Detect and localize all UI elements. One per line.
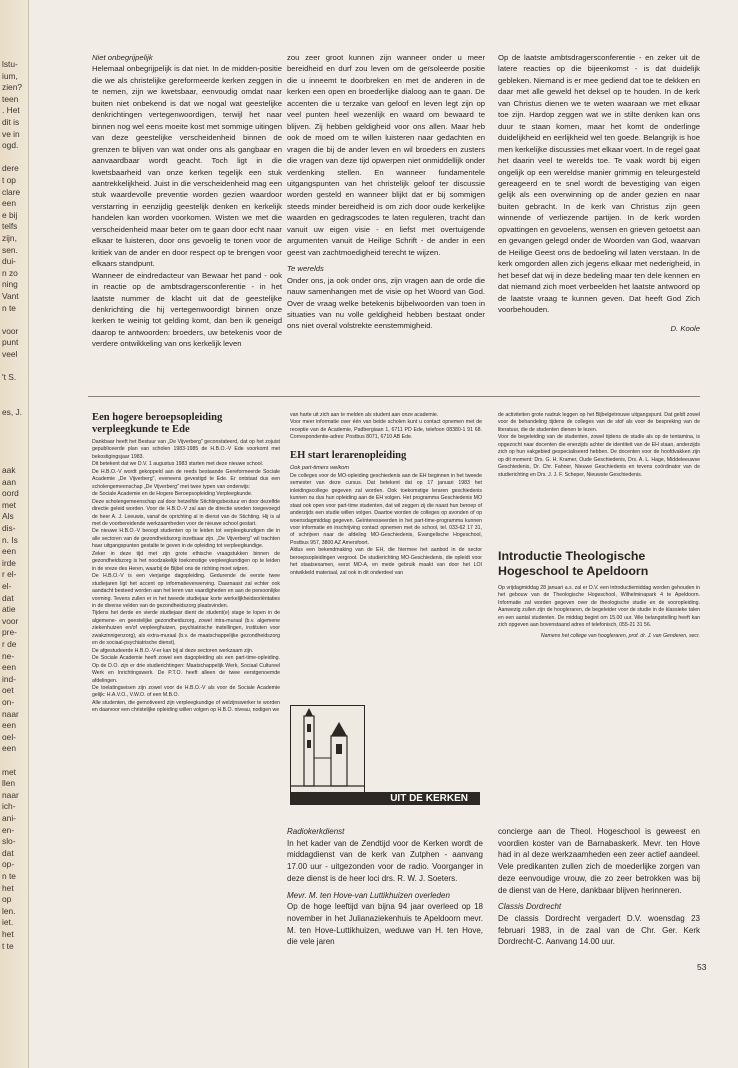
beroeps-article [92,412,280,715]
margin-fragment: 't S. [2,372,17,383]
margin-fragment: naar [2,708,19,719]
margin-fragment: op- [2,859,15,870]
koole-column-3 [498,52,700,335]
koole-column-1 [92,52,282,350]
margin-fragment: aan [2,476,16,487]
article-body: De colleges voor de MO-opleiding geschiedenis aan de EH beginnen in het tweede semester van deze cursus. Dat betekent dat op 17 januari 1983 het inleidingscollege gegeven zal worden. Ook toekomstige leraren geschiedenis kunnen nu dus hun opleiding aan de EH volgen. Het programma Geschiedenis MO staat ook open voor part-time studenten, dat wil zeggen zij die naast hun beroep of anderzijds een studie willen volgen. Daartoe worden de colleges op avonden of op woensdagmiddag gegeven. Geïnteresseerden in het part-time-programma kunnen voor informatie en inschrijving contact opnemen met de school, tel. 033-62 17 31, of schrijven naar de afdeling MO-Geschiedenis, Evangelische Hogeschool, Postbus 957, 3800 AZ Amersfoort. Aldus een bekendmaking van de EH, die hiermee het aanbod in de sector beroepsopleidingen vergroot. De studierichting MO-Geschiedenis, die opleidt voor het staatsexamen, eerst MO-A, en mede gebruik maakt van door het LOI ontwikkeld materiaal, zal ook in dit onderdeel van [290,472,482,576]
margin-fragment: het [2,929,14,939]
margin-fragment: atie [2,604,16,615]
article-body: Op vrijdagmiddag 28 januari a.s. zal er D.V. een introductiemiddag worden gehouden in het gebouw van de Theologische Hogeschool, Wilhelminapark 4 te Apeldoorn. Informatie zal worden gegeven over de theologische studie en de vooropleiding. Aanwezig zullen zijn de hoogleraren, de begeleider voor de studie in de klassieke talen en een aantal studenten. De middag begint om 15.00 uur. Wie belangstelling heeft kan zich opgeven aan bovenstaand adres of telefonisch, 055-21 31 56. [498,585,700,629]
margin-fragment: dere [2,163,19,174]
margin-fragment: len. [2,905,16,916]
margin-fragment: aak [2,465,16,475]
section-heading: Radiokerkdienst [287,827,345,836]
margin-fragment: veel [2,349,18,359]
body-text: In het kader van de Zendtijd voor de Kerken wordt de middagdienst van de kerk van Zutphen - aanvang 17.00 uur - uitgezonden voor de radio. Voorganger in deze dienst is de heer loci drs. R. W. J. Soeters. [287,838,483,883]
article-body: Dankbaar heeft het Bestuur van „De Vijverberg" geconstateerd, dat op het zojuist gepubliceerde plan van scholen 1983-1985 de H.B.O.-V Ede voorkomt met bekostigingsjaar 1983. Dit betekent dat we D.V. 1 augustus 1983 starten met deze nieuwe school. De H.B.O.-V wordt gekoppeld aan de reeds bestaande Gereformeerde Sociale Academie „De Vijverberg", eveneens gevestigd te Ede. Er ontstaat dus een scholengemeenschap „De Vijverberg" met twee typen van onderwijs: de Sociale Academie en de Hogere Beroepsopleiding Verpleegkunde. Deze scholengemeenschap zal door hetzelfde Stichtingsbestuur en door dezelfde directie geleid worden. Voor de H.B.O.-V zal aan de directie worden toegevoegd de heer A. J. Leeuwis, vanaf de oprichting al in dienst van de Stichting. Hij is al met de voorbereidende werkzaamheden voor de nieuwe school gestart. De nieuwe H.B.O.-V beoogt studenten op te leiden tot verpleegkundigen die in alle sectoren van de gezondheidszorg inzetbaar zijn. „De Vijverberg" wil trachten haar uitgangspunten gestalte te geven in de opleiding tot verpleegkundige. Zeker in deze tijd met zijn grote ethische vraagstukken binnen de gezondheidszorg is het noodzakelijk toekomstige verpleegkundigen op te leiden in de vreze des Heren, waarbij de Bijbel ons de richting moet wijzen. De H.B.O.-V is een vierjarige dagopleiding. Gedurende de eerste twee studiejaren ligt het accent op informatieverwerving. Daarnaast zal echter ook aandacht besteed worden aan het leren van vaardigheden en aan de persoonlijke vorming. Tevens zullen er in het tweede studiejaar korte werkelijkheidsoriëntaties in de diverse velden van de gezondheidszorg plaatsvinden. Tijdens het derde en vierde studiejaar dient de student(e) stage te lopen in de algemene- en geestelijke gezondheidszorg, zowel intra-muraal (b.v. algemene ziekenhuizen en/of verpleeghuizen, psychiatrische instellingen, instituten voor zwakzinnigenzorg), als extra-muraal (b.v. de maatschappelijke gezondheidszorg en de sociaal-psychiatrische dienst). De afgestudeerde H.B.O.-V-er kan bij al deze sectoren werkzaam zijn. De Sociale Academie heeft zowel een dagopleiding als een part-time-opleiding. Op de D.O. zijn er drie studierichtingen: Maatschappelijk Werk, Sociaal Cultureel Werk en Inrichtingswerk. De P.T.O. heeft alleen de twee eerstgenoemde afdelingen. De toelatingseisen zijn zowel voor de H.B.O.-V als voor de Sociale Academie gelijk: H.A.V.O., V.W.O. of een M.B.O. Alle studenten, die gemotiveerd zijn verpleegkundige of welzijnswerker te worden en daarvoor een christelijke opleiding willen volgen op H.B.O. niveau, nodigen we [92,439,280,714]
article-subtitle: Ook part-timers welkom [290,464,350,471]
margin-fragment: r de [2,639,17,649]
margin-fragment: oel- [2,731,16,742]
body-text: Op de hoge leeftijd van bijna 94 jaar overleed op 18 november in het Julianaziekenhuis te Apeldoorn mevr. M. ten Hove-Luttikhuizen, weduwe van H. ten Hove, die vele jaren [287,902,483,947]
margin-fragment: met [2,766,16,777]
introductie-article [498,549,700,640]
article-body: van harte uit zich aan te melden als student aan onze academie. Voor meer informatie over één van beide scholen kunt u contact opnemen met de receptie van de Academie, Padbergiaan 1, 6711 PD Ede, telefoon 08380-1 91 68. Correspondentie-adres: Postbus 8071, 6710 AB Ede. [290,412,482,441]
margin-fragment: dui- [2,256,16,267]
margin-fragment: een [2,662,16,673]
margin-fragment: met [2,499,16,510]
margin-fragment: dis- [2,523,16,533]
body-text: Helemaal onbegrijpelijk is dat niet. In de midden-positie die we als christelijke gereformeerde kerken zeggen in te nemen, zijn we kwetsbaar, eenvoudig omdat naar buiten niet onbekend is dat we nogal wat geestelijke denkrichtingen vertegenwoordigen, terwijl het naar binnen nog wel eens moeite kost met sommige uitingen van deze geestelijke verscheidenheid binnen de grenzen te blijven van wat onder ons als gangbaar en aanvaardbaar wordt geacht. Toch ligt in die kwetsbaarheid van onze kerken tegelijk een stuk aantrekkelijkheid. Juist in die verscheidenheid mag een stuk waardevolle preventie worden gezien waardoor verstarring in eenzijdig geestelijk denken en kerkelijk handelen kan worden voorkomen. Wisten we met die verscheidenheid maar beter om te gaan door echt naar elkaar te luisteren, door ons gevoelig te tonen voor de kritiek van de ander en door respect op te brengen voor elkaars standpunt. [92,64,282,269]
margin-fragment: het [2,882,14,893]
divider [88,396,700,397]
page-number: 53 [697,962,707,972]
section-heading: Niet onbegrijpelijk [92,53,153,62]
margin-fragment: punt [2,337,19,348]
margin-fragment: r el- [2,569,17,580]
margin-fragment: oord [2,488,19,499]
margin-fragment: iet. [2,917,14,928]
margin-fragment: n. Is [2,534,18,545]
article-signature: Namens het college van hoogleraren, prof. dr. J. van Genderen, secr. [540,632,700,639]
margin-fragment: een [2,720,16,731]
author-signature: D. Koole [670,324,700,334]
margin-fragment: een [2,743,16,754]
middle-column [290,412,482,577]
margin-fragment: op [2,894,12,905]
margin-fragment: voor [2,325,19,336]
margin-fragment: voor [2,615,19,626]
margin-fragment: ve in [2,128,20,139]
margin-fragment: n te [2,302,16,313]
margin-fragment: lstu- [2,59,18,69]
body-text: concierge aan de Theol. Hogeschool is geweest en voordien koster van de Barnabaskerk. Mevr. ten Hove had in al deze werkzaamheden een zeer actief aandeel. Vele predikanten zullen zich de moederlijke zorgen van deze eenvoudige vrouw, die zo zeer betrokken was bij de dienst van de Here, dankbaar blijven herinneren. [498,827,700,895]
margin-fragment: t op [2,175,16,185]
margin-fragment: ium, [2,70,18,81]
margin-fragment: pre- [2,627,17,638]
margin-fragment: dat [2,847,14,858]
body-text: zou zeer groot kunnen zijn wanneer onder u meer bereidheid en durf zou leven om de geïsoleerde positie die u inneemt te doorbreken en met de anderen in de kerken een open en broederlijke dialoog aan te gaan. De accenten die u terzake van geloof en leven legt zijn op veel punten heel wezenlijk en waard om bewaard te blijven. Zij hebben geldigheid voor ons allen. Maar heb ook de moed om te willen luisteren naar gedachten en vragen die bij de ander leven en wil broeders en zusters die vragen van deze tijd opwerpen niet onmiddellijk onder verdenking stellen. En wanneer fundamentele uitgangspunten van het christelijk geloof ter discussie worden gesteld en wanneer blijkt dat er bij sommigen steeds minder bereidheid is om zich door oude kerkelijke waarden en gedragscodes te laten reguleren, tracht dan vanuit uw eigen visie - en liefst met overtuigende argumenten vanuit de Heilige Schrift - de ander in een geest van zachtmoedigheid terecht te wijzen. [287,53,485,257]
previous-page-edge [0,0,29,1068]
kerken-column-1 [287,826,483,948]
section-banner: UIT DE KERKEN [290,792,480,805]
margin-fragment: ogd. [2,140,19,151]
margin-fragment: el- [2,581,12,591]
margin-fragment: slo- [2,836,16,847]
section-heading: Classis Dordrecht [498,902,562,912]
margin-fragment: clare [2,186,21,197]
margin-fragment: en- [2,824,15,835]
margin-fragment: naar [2,789,19,800]
right-column [498,412,700,479]
margin-fragment: telfs [2,221,18,232]
article-title: Introductie Theologische Hogeschool te Apeldoorn [498,549,649,578]
body-text: Wanneer de eindredacteur van Bewaar het pand - ook in reactie op de ambtsdragersconferentie - in het laatste nummer de klacht uit dat de geestelijke denkrichting die hij vertegenwoordigt binnen onze kerken te weinig tot gelding komt, dan ben ik geneigd daarop te antwoorden: broeders, uw betekenis voor de verdere ontwikkeling van ons kerkelijk leven [92,270,282,349]
article-title: Een hogere beroepsopleiding verpleegkunde te Ede [92,412,223,435]
koole-column-2 [287,52,485,332]
margin-fragment: dat [2,592,14,603]
margin-fragment: ich- [2,801,16,812]
margin-fragment: een [2,198,16,209]
margin-fragment: e bij [2,209,18,220]
margin-fragment: . Het [2,105,20,116]
margin-fragment: zijn, [2,233,17,243]
body-text: Onder ons, ja ook onder ons, zijn vragen aan de orde die nauw samenhangen met de visie op het Woord van God. Over de vraag welke betekenis bijbelwoorden van toen in situaties van nu volle geldigheid hebben bestaat onder ons niet overal volstrekte eenstemmigheid. [287,275,485,331]
margin-fragment: on- [2,697,15,707]
margin-fragment: n te [2,871,16,881]
article-body: de activiteiten grote nadruk leggen op het Bijbelgetrouwe uitgangspunt. Dat geldt zowel voor de behandeling tijdens de colleges van de stof als voor de bespreking van de literatuur, die de studenten dienen te lezen. Voor de begeleiding van de studenten, zowel tijdens de studie als op de tentamina, is opgezocht naar docenten die enerzijds achter de identiteit van de EH staan, anderzijds zich op hun vakgebied gespecialiseerd hebben. De docenten voor de hoofdvakken zijn op dit moment: Drs. G. H. Kramer, Oude Geschiedenis, Drs. A. L. Hage, Middeleeuwse Geschiedenis, Dr. Chr. Fahner, Nieuwe Geschiedenis en tevens coördinator van de studierichting en Drs. J. J. F. Scheper, Nieuwste Geschiedenis. [498,412,700,478]
margin-fragment: ind- [2,673,16,684]
margin-fragment: zien? [2,82,23,93]
margin-fragment: irde [2,557,16,568]
margin-fragment: es, J. [2,407,23,417]
margin-fragment: een [2,546,16,557]
margin-fragment: oet [2,685,14,696]
margin-fragment: teen [2,93,19,104]
margin-fragment: n zo [2,267,18,278]
section-heading: Mevr. M. ten Hove-van Luttikhuizen overleden [287,890,450,900]
margin-fragment: ne- [2,650,15,661]
margin-fragment: dit is [2,117,20,127]
margin-fragment: ani- [2,813,16,823]
article-title: EH start lerarenopleiding [290,449,407,461]
body-text: Op de laatste ambtsdragersconferentie - en zeker uit de latere reacties op die bijeenkomst - is dat duidelijk gebleken. Niemand is er mee gediend dat toe te dekken en daar met alle geweld het deksel op te houden. In de kerk van Christus dienen we te weten waaraan we met elkaar toe zijn. Hardop zeggen wat we in stilte denken kan ons duur te staan komen, maar het komt de onderlinge duidelijkheid en eerlijkheid wel ten goede. Belangrijk is hoe men kerkelijke discussies met elkaar voert. In de regel gaat het daarin veel te werelds toe. Te vaak wordt bij eigen ongelijk op een wereldse manier grimmig en teleurgesteld gereageerd en te snel wordt de bevestiging van eigen gelijk als een overwinning op de ander gezien en naar buiten gebracht. In de kerk van Christus zijn geen winnende of verliezende partijen. In de kerk worden opvattingen en gevoelens, wensen en grieven getoetst aan en gevangen gelegd onder de Woorden van God, waarvan de Heilige Geest ons de bedoeling wil laten verstaan. In de kerk omgorden allen zich jegens elkaar met nederigheid, in het besef dat wij in deze bedeling maar ten dele kennen en dat niemand zich moet verbeelden het laatste antwoord op de laatste vraag te kunnen geven. Dat heeft God Zich voorbehouden. [498,53,700,314]
margin-fragment: t te [2,940,14,951]
church-illustration [290,705,365,805]
section-heading: Te werelds [287,264,324,274]
margin-fragment: Vant [2,291,19,301]
body-text: De classis Dordrecht vergadert D.V. woensdag 23 februari 1983, in de zaal van de Chr. Ger. Kerk Dordrecht-C. Aanvang 14.00 uur. [498,913,700,947]
kerken-column-2 [498,826,700,948]
margin-fragment: ning [2,279,18,290]
margin-fragment: sen. [2,244,18,255]
church-icon [291,706,364,792]
margin-fragment: Als [2,511,14,522]
margin-fragment: llen [2,778,16,789]
